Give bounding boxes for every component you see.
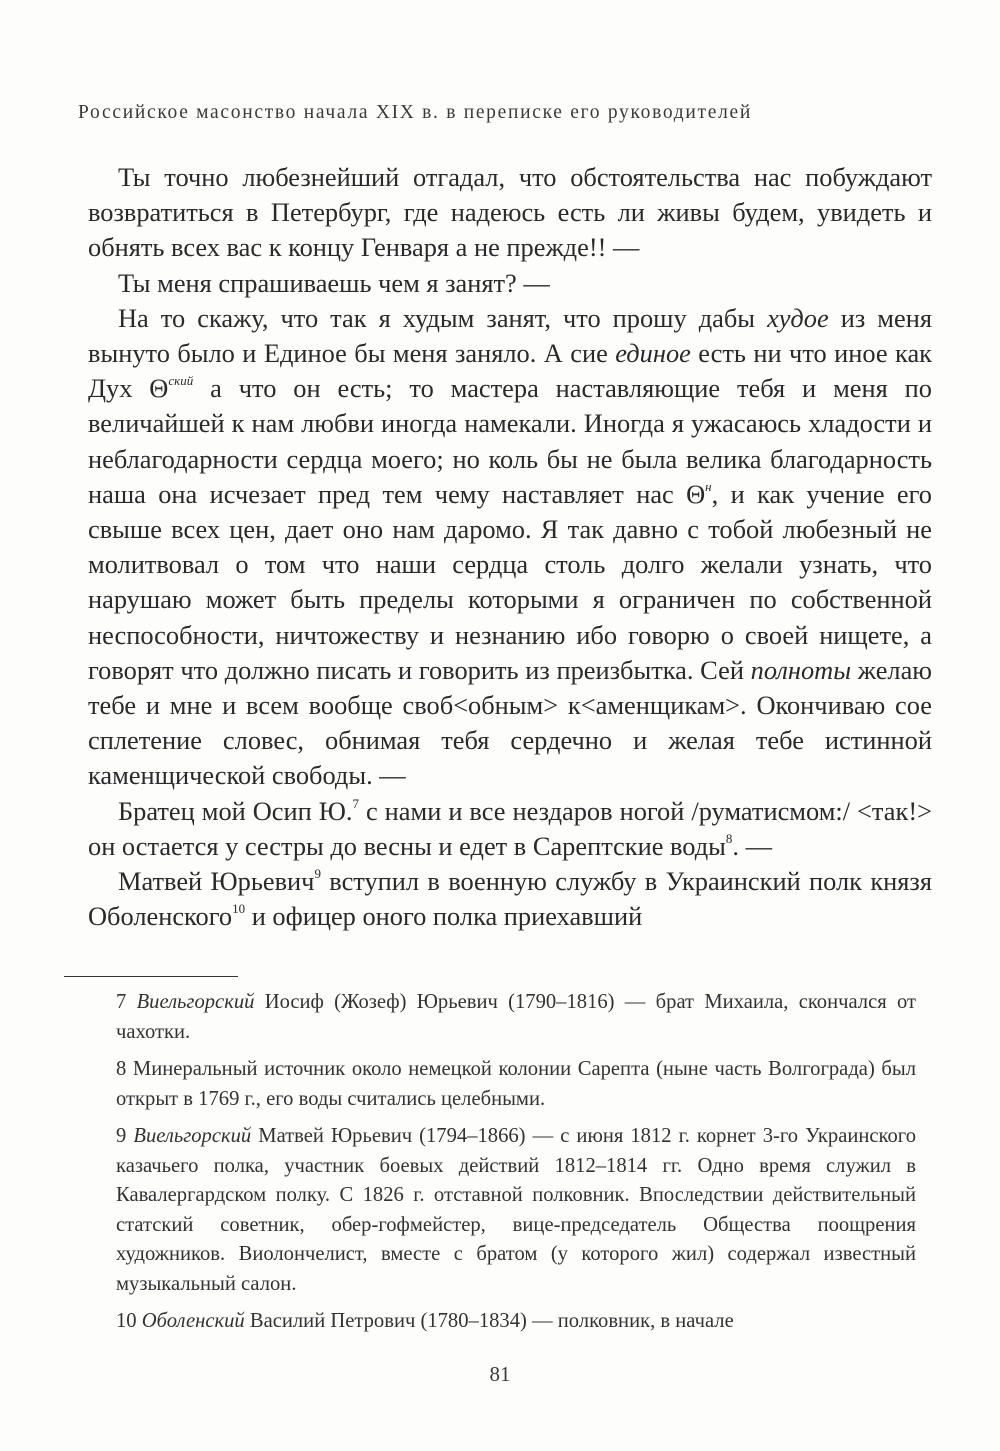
footnote-divider — [64, 976, 238, 977]
footnote-ref-8[interactable]: 8 — [725, 830, 733, 846]
running-header: Российское масонство начала XIX в. в переписке его руководителей — [78, 102, 753, 123]
paragraph-3: На то скажу, что так я худым занят, что прошу дабы худое из меня вынуто было и Единое бы меня заняло. А сие единое есть ни что иное как Дух $\Theta^{ский}$ а что он есть; то мастера наставляющие тебя и меня по величайшей к нам любви иногда намекали. Иногда я ужасаюсь хладости и неблагодарности сердца моего; но коль бы не была велика благодарность наша она исчезает пред тем чему наставляет нас $\Theta^н$, и как учение его свыше всех цен, дает оно нам даромо. Я так давно с тобой любезный не молитвовал о том что наши сердца столь долго желали узнать, что нарушаю может быть пределы которыми я ограничен по собственной неспособности, ничтожеству и незнанию ибо говорю о своей нищете, а говорят что должно писать и говорить из преизбытка. Сей полноты желаю тебе и мне и всем вообще своб<обным> к<аменщикам>. Окончиваю сое сплетение словес, обнимая тебя сердечно и желая тебе истинной каменщической свободы. — — [88, 302, 933, 791]
page-number: 81 — [489, 1362, 511, 1386]
main-text — [88, 160, 932, 934]
paragraph-5: Матвей Юрьевич$^9$ вступил в военную службу в Украинский полк князя Оболенского$^{10}$ и офицер оного полка приехавший — [88, 866, 932, 932]
paragraph-4: Братец мой Осип Ю.$^7$ с нами и все нездаров ногой /руматисмом:/ <так!> он остается у сестры до весны и едет в Сарептские воды$^8$. — — [88, 795, 932, 861]
footnotes — [116, 988, 916, 1345]
footnote-ref-9[interactable]: 9 — [314, 866, 321, 882]
emphasis: единое — [615, 338, 691, 369]
footnote-10: 10 Оболенский Василий Петрович (1780–1834) — полковник, в начале — [116, 1310, 734, 1332]
superscript: ский — [168, 373, 194, 389]
emphasis: худое — [767, 302, 829, 333]
superscript: н — [705, 478, 712, 494]
footnote-ref-10[interactable]: 10 — [232, 901, 246, 917]
footnote-ref-7[interactable]: 7 — [352, 795, 359, 811]
footnote-9: 9 Виельгорский Матвей Юрьевич (1794–1866) — с июня 1812 г. корнет 3-го Украинского казачьего полка, участник боевых действий 1812–1814 гг. Одно время служил в Кавалергардском полку. С 1826 г. отставной полковник. Впоследствии действительный статский советник, обер-гофмейстер, вице-председатель Общества поощрения художников. Виолончелист, вместе с братом (у которого жил) содержал известный музыкальный салон. — [116, 1125, 917, 1295]
footnote-8: 8 Минеральный источник около немецкой колонии Сарепта (ныне часть Волгограда) был открыт в 1769 г., его воды считались целебными. — [116, 1058, 916, 1110]
paragraph-2: Ты меня спрашиваешь чем я занят? — — [118, 267, 550, 298]
paragraph-1: Ты точно любезнейший отгадал, что обстоятельства нас побуждают возвратиться в Петербург, где надеюсь есть ли живы будем, увидеть и обнять всех вас к концу Генваря а не прежде!! — — [88, 162, 932, 263]
emphasis: полноты — [750, 654, 852, 685]
footnote-7: 7 Виельгорский Иосиф (Жозеф) Юрьевич (1790–1816) — брат Михаила, скончался от чахотки. — [116, 991, 916, 1043]
